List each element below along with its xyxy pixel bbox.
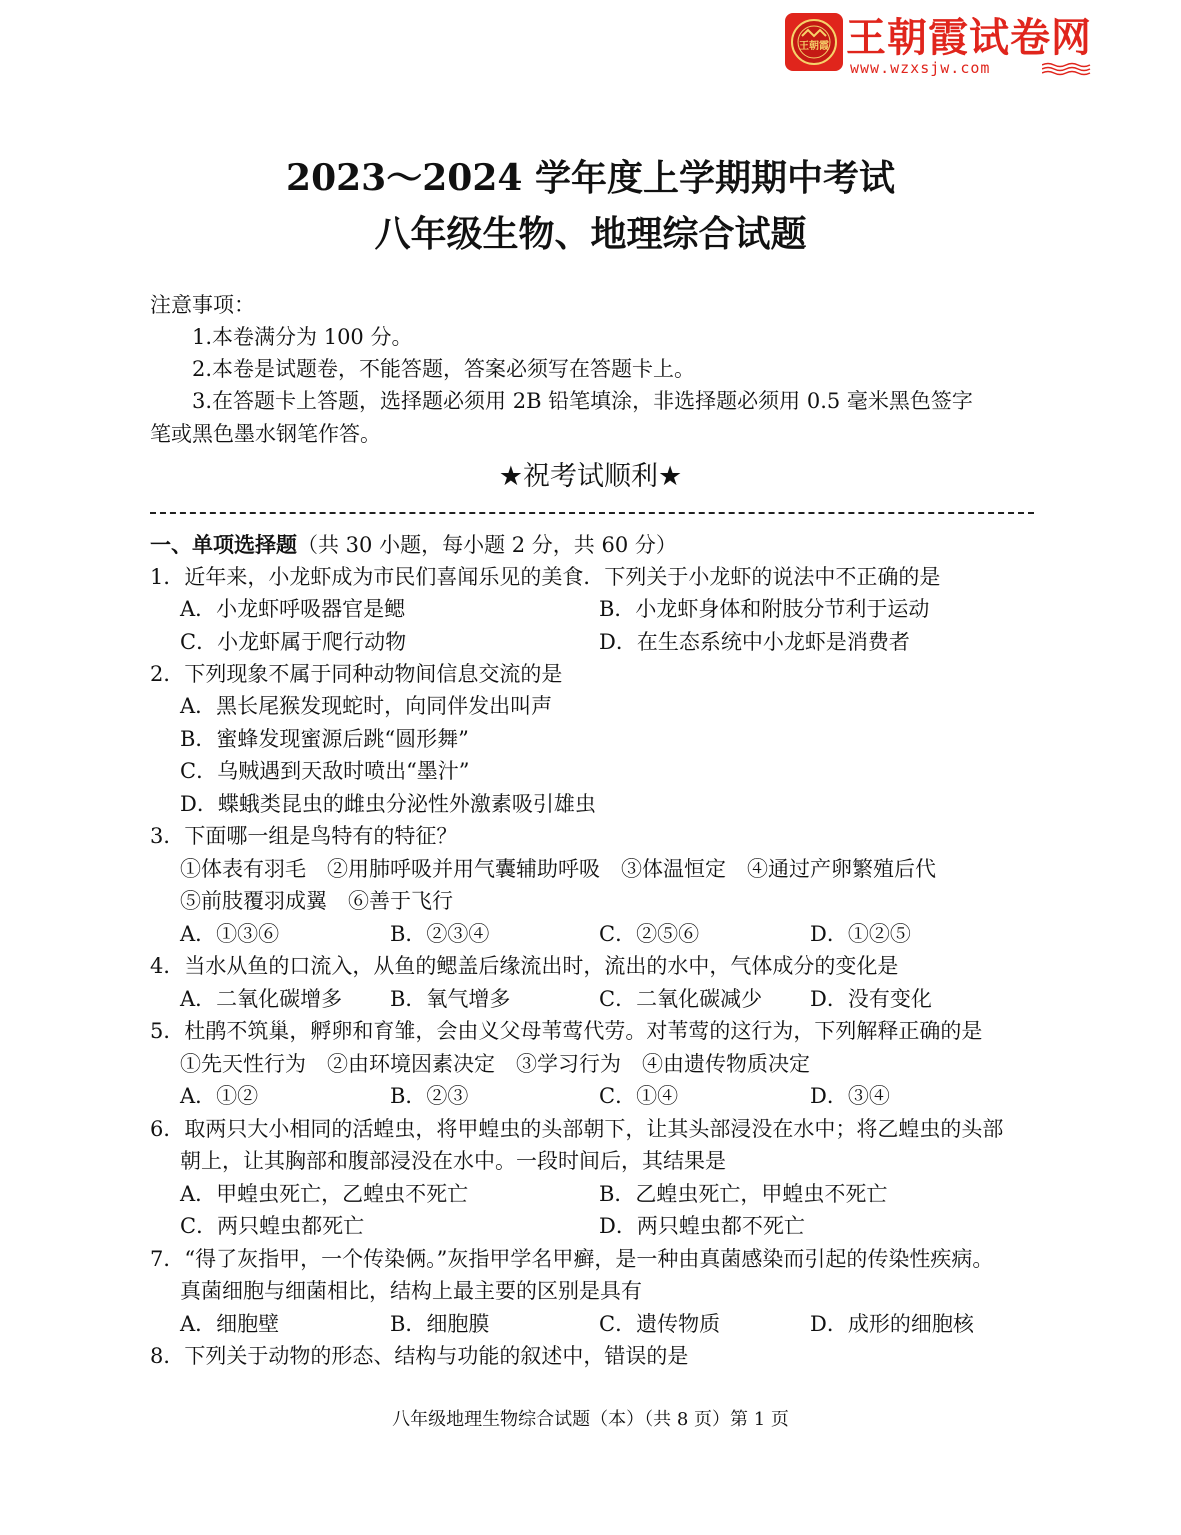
blessing-text: ★祝考试顺利★ [498, 461, 683, 492]
question-stem-cont: 朝上，让其胸部和腹部浸没在水中。一段时间后，其结果是 [180, 1149, 726, 1173]
option-c: C．②⑤⑥ [599, 922, 700, 946]
option-a: A．①③⑥ [180, 922, 280, 946]
question-stem: 5．杜鹃不筑巢，孵卵和育雏，会由义父母苇莺代劳。对苇莺的这行为，下列解释正确的是 [150, 1019, 983, 1043]
question-stem-cont: 真菌细胞与细菌相比，结构上最主要的区别是具有 [180, 1279, 642, 1303]
notice-item: 笔或黑色墨水钢笔作答。 [150, 422, 381, 446]
option-a: A．小龙虾呼吸器官是鳃 [180, 597, 406, 621]
logo-url: www.wzxsjw.com [850, 59, 991, 77]
question-stem: 4．当水从鱼的口流入，从鱼的鳃盖后缘流出时，流出的水中，气体成分的变化是 [150, 954, 899, 978]
section-note: （共 30 小题，每小题 2 分，共 60 分） [297, 533, 677, 557]
option-a: A．黑长尾猴发现蛇时，向同伴发出叫声 [180, 694, 553, 718]
option-b: B．蜜蜂发现蜜源后跳“圆形舞” [180, 727, 469, 751]
question-stem: 7．“得了灰指甲，一个传染俩。”灰指甲学名甲癣，是一种由真菌感染而引起的传染性疾病。 [150, 1247, 994, 1271]
notice-item: 1.本卷满分为 100 分。 [192, 325, 413, 349]
option-c: C．遗传物质 [599, 1312, 721, 1336]
option-c: C．①④ [599, 1084, 679, 1108]
logo-name: 王朝霞试卷网 [846, 15, 1092, 61]
option-b: B．细胞膜 [390, 1312, 490, 1336]
option-a: A．①② [180, 1084, 259, 1108]
question-items: ①体表有羽毛 ②用肺呼吸并用气囊辅助呼吸 ③体温恒定 ④通过产卵繁殖后代 [180, 857, 936, 881]
page-footer: 八年级地理生物综合试题（本）（共 8 页）第 1 页 [392, 1409, 789, 1430]
option-d: D．③④ [810, 1084, 890, 1108]
option-b: B．②③④ [390, 922, 490, 946]
question-stem: 8．下列关于动物的形态、结构与功能的叙述中，错误的是 [150, 1344, 689, 1368]
option-d: D．两只蝗虫都不死亡 [599, 1214, 805, 1238]
question-stem: 1．近年来，小龙虾成为市民们喜闻乐见的美食．下列关于小龙虾的说法中不正确的是 [150, 565, 941, 589]
option-c: C．乌贼遇到天敌时喷出“墨汁” [180, 759, 470, 783]
option-c: C．两只蝗虫都死亡 [180, 1214, 365, 1238]
option-d: D．蝶蛾类昆虫的雌虫分泌性外激素吸引雄虫 [180, 792, 596, 816]
exam-title: 2023～2024 学年度上学期期中考试 [286, 157, 895, 199]
exam-subtitle: 八年级生物、地理综合试题 [374, 213, 807, 255]
question-stem: 6．取两只大小相同的活蝗虫，将甲蝗虫的头部朝下，让其头部浸没在水中；将乙蝗虫的头部 [150, 1117, 1004, 1141]
option-b: B．②③ [390, 1084, 469, 1108]
option-b: B．小龙虾身体和附肢分节利于运动 [599, 597, 930, 621]
option-c: C．小龙虾属于爬行动物 [180, 630, 407, 654]
logo-waves-icon [1042, 62, 1092, 76]
site-logo [784, 10, 1096, 77]
option-a: A．甲蝗虫死亡，乙蝗虫不死亡 [180, 1182, 469, 1206]
notice-heading: 注意事项： [150, 293, 255, 317]
notice-item: 2.本卷是试题卷，不能答题，答案必须写在答题卡上。 [192, 357, 696, 381]
option-a: A．细胞壁 [180, 1312, 280, 1336]
option-c: C．二氧化碳减少 [599, 987, 763, 1011]
question-stem: 2．下列现象不属于同种动物间信息交流的是 [150, 662, 563, 686]
section-title: 一、单项选择题 [150, 533, 297, 557]
section-heading [150, 530, 677, 560]
option-d: D．在生态系统中小龙虾是消费者 [599, 630, 910, 654]
option-d: D．没有变化 [810, 987, 932, 1011]
option-d: D．成形的细胞核 [810, 1312, 974, 1336]
question-items: ①先天性行为 ②由环境因素决定 ③学习行为 ④由遗传物质决定 [180, 1052, 810, 1076]
question-items: ⑤前肢覆羽成翼 ⑥善于飞行 [180, 889, 453, 913]
option-b: B．氧气增多 [390, 987, 511, 1011]
question-stem: 3．下面哪一组是鸟特有的特征？ [150, 824, 458, 848]
svg-text:王朝霞: 王朝霞 [799, 41, 829, 52]
logo-badge-icon [784, 12, 844, 72]
option-b: B．乙蝗虫死亡，甲蝗虫不死亡 [599, 1182, 888, 1206]
notice-item: 3.在答题卡上答题，选择题必须用 2B 铅笔填涂，非选择题必须用 0.5 毫米黑色签字 [192, 389, 973, 413]
divider [150, 512, 1034, 514]
option-d: D．①②⑤ [810, 922, 911, 946]
option-a: A．二氧化碳增多 [180, 987, 343, 1011]
